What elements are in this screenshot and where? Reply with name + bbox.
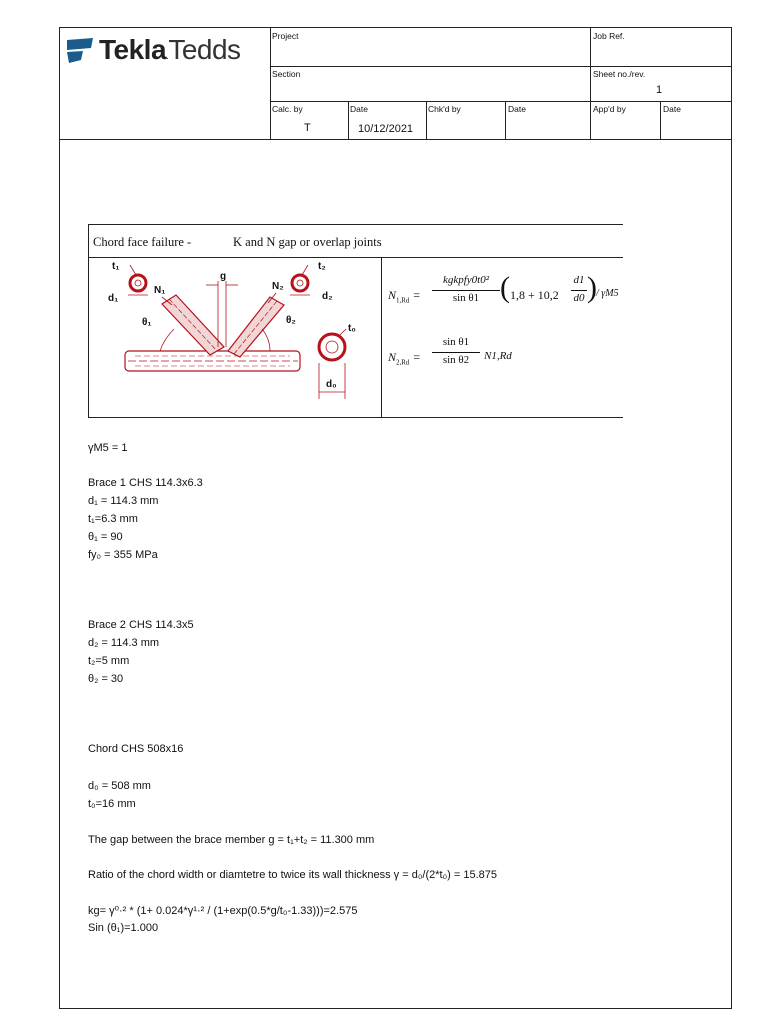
divider [88,224,89,418]
jobref-label: Job Ref. [593,31,625,41]
eq1-lhs-sub: 1,Rd [396,296,410,305]
gap-line: The gap between the brace member g = t₁+t₂ = 11.300 mm [88,834,375,846]
title-block [60,28,731,140]
eq1-bar [432,290,500,291]
date-label: Date [350,104,368,114]
chkd-label: Chk'd by [428,104,461,114]
gamma-line: γM5 = 1 [88,442,128,454]
label-t1: t₁ [112,261,120,272]
eq1-paren: 1,8 + 10,2 [510,288,559,302]
label-n2: N₂ [272,281,284,292]
date3-label: Date [663,104,681,114]
eq2-num: sin θ1 [442,336,470,348]
chord-section [319,334,345,360]
divider [270,28,271,140]
figure-title-right: K and N gap or overlap joints [233,235,382,249]
ratio-line: Ratio of the chord width or diamtetre to twice its wall thickness γ = d₀/(2*t₀) = 15.875 [88,869,497,881]
label-g: g [220,271,227,282]
divider [88,257,623,258]
brace-2 [228,297,284,357]
divider [660,101,661,140]
figure-title-left: Chord face failure - [93,235,192,249]
divider [381,257,382,417]
calc-sheet [59,27,732,1009]
eq2-den: sin θ2 [442,354,470,366]
chord-title: Chord CHS 508x16 [88,743,184,755]
eq2-lhs-sub: 2,Rd [396,358,410,367]
brace1-d: d₁ = 114.3 mm [88,495,159,507]
label-theta1: θ₁ [142,317,152,328]
brace1-t: t₁=6.3 mm [88,513,138,525]
brace1-title: Brace 1 CHS 114.3x6.3 [88,477,203,489]
divider [426,101,427,140]
date2-label: Date [508,104,526,114]
sin-line: Sin (θ₁)=1.000 [88,922,159,934]
eq1-frac-bar [571,290,587,291]
brace1-fy: fy₀ = 355 MPa [88,549,158,561]
brace1-theta: θ₁ = 90 [88,531,123,543]
calcby-value: T [304,122,311,134]
eq1-den: sin θ1 [452,292,480,304]
label-t2: t₂ [318,261,326,272]
divider [88,224,623,225]
label-theta2: θ₂ [286,315,296,326]
label-d0: d₀ [326,379,337,390]
eq2-lhs: N [388,350,397,364]
logo-light: Tedds [168,34,241,65]
tekla-logo [65,34,265,68]
eq2-tail: N1,Rd [484,350,512,362]
eq1-tail: / γM5 [596,288,619,299]
sheet-value: 1 [656,84,663,96]
divider [88,417,623,418]
joint-figure [88,224,623,418]
brace2-t: t₂=5 mm [88,655,130,667]
label-t0: t₀ [348,323,356,334]
logo-wordmark: Tekla.Tedds [99,34,241,65]
chord-d: d₀ = 508 mm [88,780,151,792]
eq1-paren-close: ) [587,271,597,304]
eq1-num: kgkpfy0t0² [442,274,490,286]
eq1-paren-open: ( [500,271,510,304]
section-label: Section [272,69,301,79]
brace2-theta: θ₂ = 30 [88,673,124,685]
date-value: 10/12/2021 [358,123,414,135]
equation-2: $N_{2,Rd}$ = sin θ1 sin θ2 N1,Rd [388,336,512,367]
divider [270,101,731,102]
logo-bold: Tekla [99,34,167,65]
chord-t: t₀=16 mm [88,798,136,810]
divider [590,28,591,140]
brace2-title: Brace 2 CHS 114.3x5 [88,619,194,631]
kg-line: kg= γ⁰·² * (1+ 0.024*γ¹·² / (1+exp(0.5*g/t₀-1.33)))=2.575 [88,905,358,917]
brace2-d: d₂ = 114.3 mm [88,637,160,649]
eq1-lhs: N [388,288,397,302]
label-d1: d₁ [108,293,119,304]
divider [505,101,506,140]
project-label: Project [272,31,299,41]
divider [348,101,349,140]
divider [270,66,731,67]
eq1-frac-den: d0 [573,292,585,304]
label-n1: N₁ [154,285,166,296]
label-d2: d₂ [322,291,333,302]
eq1-frac-num: d1 [573,274,585,286]
eq2-bar [432,352,480,353]
appd-label: App'd by [593,104,626,114]
sheet-label: Sheet no./rev. [593,69,646,79]
brace-2-section [292,275,308,291]
joint-diagram [90,259,380,417]
calcby-label: Calc. by [272,104,303,114]
tekla-logo-icon [65,36,95,66]
brace-1-section [130,275,146,291]
equation-1: $N_{1,Rd}$ = kgkpfy0t0² sin θ1 ( 1,8 + 10,2 d1 d0 ) / γM5 [388,271,619,305]
